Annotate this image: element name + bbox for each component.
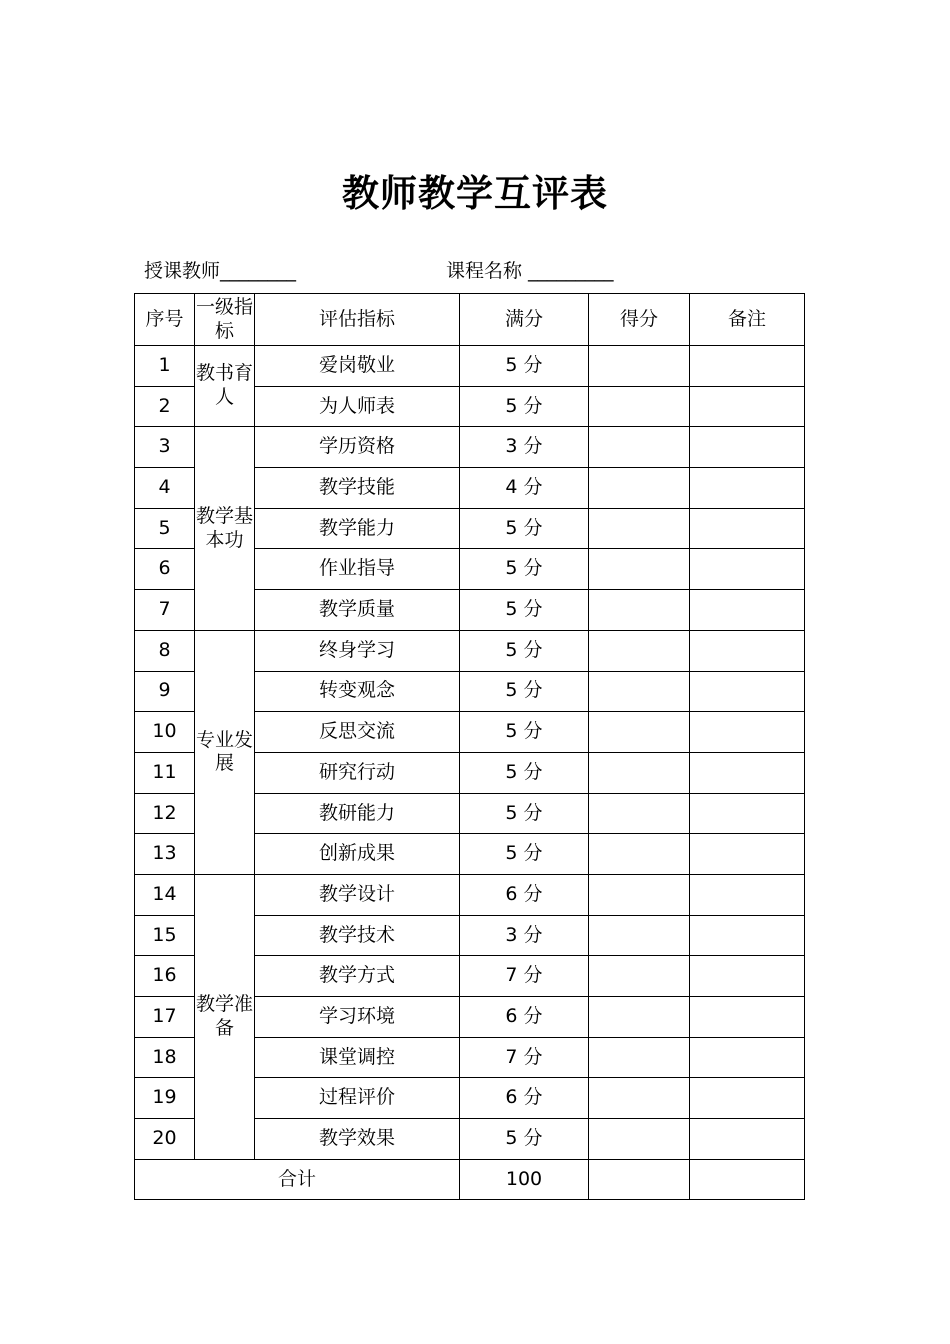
category-cell: 教书育人 [195,346,255,427]
remark-input-cell[interactable] [690,427,805,468]
row-seq: 6 [135,549,195,590]
teacher-field[interactable]: 授课教师________ [144,260,297,282]
total-row [135,1159,805,1200]
row-indicator: 反思交流 [255,712,460,753]
row-seq: 16 [135,956,195,997]
row-full-score: 5 分 [460,1119,589,1160]
score-input-cell[interactable] [589,346,690,387]
row-indicator: 爱岗敬业 [255,346,460,387]
row-full-score: 7 分 [460,1037,589,1078]
score-input-cell[interactable] [589,427,690,468]
row-indicator: 教学方式 [255,956,460,997]
row-indicator: 转变观念 [255,671,460,712]
row-seq: 10 [135,712,195,753]
score-input-cell[interactable] [589,630,690,671]
remark-input-cell[interactable] [690,793,805,834]
row-seq: 15 [135,915,195,956]
table-row [135,427,805,468]
remark-input-cell[interactable] [690,997,805,1038]
row-seq: 3 [135,427,195,468]
total-remark-cell[interactable] [690,1159,805,1200]
row-full-score: 5 分 [460,671,589,712]
remark-input-cell[interactable] [690,956,805,997]
remark-input-cell[interactable] [690,834,805,875]
header-indicator: 评估指标 [255,294,460,346]
row-seq: 5 [135,508,195,549]
remark-input-cell[interactable] [690,671,805,712]
remark-input-cell[interactable] [690,346,805,387]
row-full-score: 6 分 [460,874,589,915]
row-indicator: 教学设计 [255,874,460,915]
evaluation-table-body [135,294,805,1200]
category-cell: 教学基本功 [195,427,255,630]
page-title: 教师教学互评表 [342,172,608,215]
row-full-score: 5 分 [460,549,589,590]
table-header-row [135,294,805,346]
row-indicator: 教学能力 [255,508,460,549]
row-full-score: 5 分 [460,590,589,631]
header-level1: 一级指标 [195,294,255,346]
row-seq: 18 [135,1037,195,1078]
row-full-score: 3 分 [460,915,589,956]
remark-input-cell[interactable] [690,915,805,956]
row-seq: 4 [135,468,195,509]
row-seq: 17 [135,997,195,1038]
table-row [135,630,805,671]
row-indicator: 学习环境 [255,997,460,1038]
score-input-cell[interactable] [589,752,690,793]
remark-input-cell[interactable] [690,752,805,793]
score-input-cell[interactable] [589,590,690,631]
row-full-score: 4 分 [460,468,589,509]
row-seq: 20 [135,1119,195,1160]
row-indicator: 课堂调控 [255,1037,460,1078]
row-full-score: 5 分 [460,712,589,753]
total-label: 合计 [135,1159,460,1200]
table-row [135,346,805,387]
row-full-score: 5 分 [460,508,589,549]
row-seq: 7 [135,590,195,631]
row-seq: 1 [135,346,195,387]
row-indicator: 教研能力 [255,793,460,834]
score-input-cell[interactable] [589,956,690,997]
remark-input-cell[interactable] [690,590,805,631]
score-input-cell[interactable] [589,549,690,590]
remark-input-cell[interactable] [690,1037,805,1078]
row-indicator: 教学技术 [255,915,460,956]
row-full-score: 6 分 [460,997,589,1038]
score-input-cell[interactable] [589,997,690,1038]
row-full-score: 5 分 [460,793,589,834]
row-seq: 11 [135,752,195,793]
row-seq: 14 [135,874,195,915]
remark-input-cell[interactable] [690,712,805,753]
total-score-cell[interactable] [589,1159,690,1200]
row-seq: 13 [135,834,195,875]
score-input-cell[interactable] [589,671,690,712]
row-seq: 2 [135,386,195,427]
row-indicator: 教学质量 [255,590,460,631]
total-full-score: 100 [460,1159,589,1200]
header-score: 得分 [589,294,690,346]
row-indicator: 研究行动 [255,752,460,793]
row-indicator: 为人师表 [255,386,460,427]
row-seq: 19 [135,1078,195,1119]
score-input-cell[interactable] [589,712,690,753]
remark-input-cell[interactable] [690,549,805,590]
row-indicator: 作业指导 [255,549,460,590]
score-input-cell[interactable] [589,386,690,427]
remark-input-cell[interactable] [690,1078,805,1119]
row-indicator: 教学效果 [255,1119,460,1160]
category-cell: 专业发展 [195,630,255,874]
score-input-cell[interactable] [589,793,690,834]
row-full-score: 5 分 [460,630,589,671]
remark-input-cell[interactable] [690,508,805,549]
row-full-score: 5 分 [460,346,589,387]
header-seq: 序号 [135,294,195,346]
score-input-cell[interactable] [589,874,690,915]
row-seq: 9 [135,671,195,712]
row-indicator: 过程评价 [255,1078,460,1119]
remark-input-cell[interactable] [690,1119,805,1160]
row-indicator: 教学技能 [255,468,460,509]
remark-input-cell[interactable] [690,468,805,509]
row-full-score: 5 分 [460,834,589,875]
course-name-field[interactable]: 课程名称 _________ [446,260,614,282]
score-input-cell[interactable] [589,915,690,956]
row-indicator: 终身学习 [255,630,460,671]
header-remark: 备注 [690,294,805,346]
score-input-cell[interactable] [589,468,690,509]
row-indicator: 创新成果 [255,834,460,875]
score-input-cell[interactable] [589,1078,690,1119]
remark-input-cell[interactable] [690,630,805,671]
score-input-cell[interactable] [589,508,690,549]
row-full-score: 6 分 [460,1078,589,1119]
evaluation-table [134,293,805,1200]
header-full-score: 满分 [460,294,589,346]
score-input-cell[interactable] [589,834,690,875]
table-row [135,874,805,915]
row-full-score: 5 分 [460,386,589,427]
row-full-score: 3 分 [460,427,589,468]
row-seq: 12 [135,793,195,834]
score-input-cell[interactable] [589,1119,690,1160]
row-indicator: 学历资格 [255,427,460,468]
remark-input-cell[interactable] [690,874,805,915]
category-cell: 教学准备 [195,874,255,1159]
row-full-score: 5 分 [460,752,589,793]
remark-input-cell[interactable] [690,386,805,427]
score-input-cell[interactable] [589,1037,690,1078]
row-seq: 8 [135,630,195,671]
row-full-score: 7 分 [460,956,589,997]
